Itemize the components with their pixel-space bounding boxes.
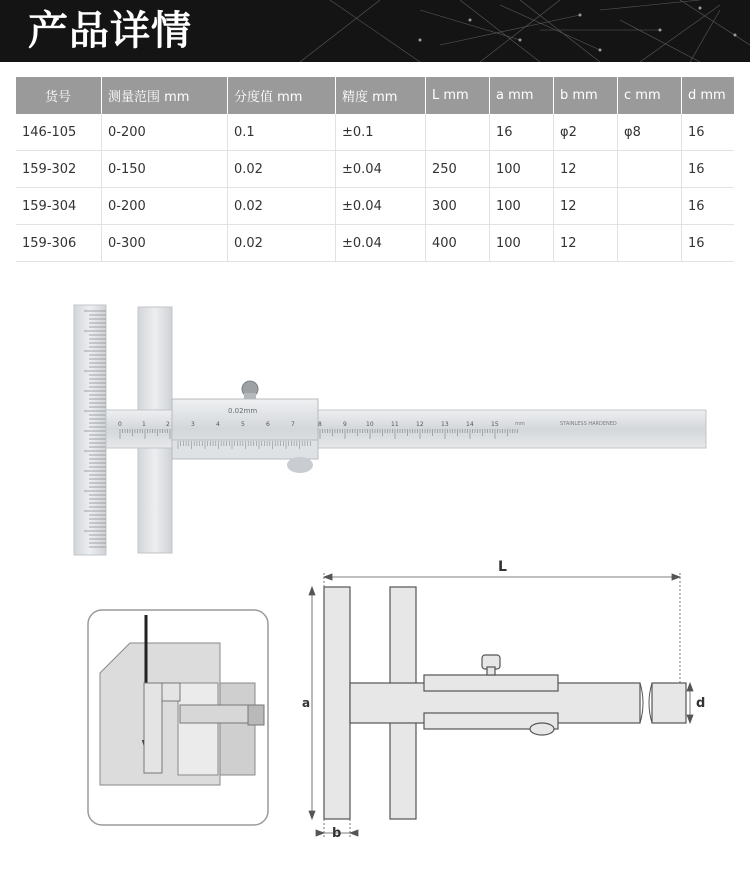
thumb-wheel [287, 457, 313, 473]
cell: 0.02 [228, 151, 336, 188]
cell [618, 188, 682, 225]
cell: ±0.04 [336, 225, 426, 262]
cell: 12 [554, 188, 618, 225]
cell: 146-105 [16, 114, 102, 151]
cell [426, 114, 490, 151]
column-header: d mm [682, 77, 735, 114]
spec-table [16, 77, 734, 262]
column-header: 分度值 mm [228, 77, 336, 114]
cell: 0-200 [102, 114, 228, 151]
column-header: b mm [554, 77, 618, 114]
unit-text: mm [515, 421, 525, 427]
table-row [16, 188, 734, 225]
brand-text: STAINLESS HARDENED [560, 421, 617, 427]
cell [618, 151, 682, 188]
cell: ±0.04 [336, 188, 426, 225]
break-lines [640, 683, 652, 723]
cell: 400 [426, 225, 490, 262]
scale-number: 7 [291, 421, 295, 428]
cell: 250 [426, 151, 490, 188]
cell: 12 [554, 225, 618, 262]
cell: 0-300 [102, 225, 228, 262]
scale-number: 5 [241, 421, 245, 428]
cell: φ2 [554, 114, 618, 151]
cell: 12 [554, 151, 618, 188]
cell: 0.02 [228, 225, 336, 262]
scale-number: 9 [343, 421, 347, 428]
scale-number: 12 [416, 421, 424, 428]
vertical-scale-bar [74, 305, 106, 555]
column-header: 精度 mm [336, 77, 426, 114]
cell: 300 [426, 188, 490, 225]
cell: ±0.1 [336, 114, 426, 151]
cell: 100 [490, 151, 554, 188]
column-header: c mm [618, 77, 682, 114]
column-header: 测量范围 mm [102, 77, 228, 114]
dimension-label-b: b [332, 826, 342, 841]
dimension-label-d: d [696, 696, 706, 711]
cell: 159-306 [16, 225, 102, 262]
column-header: 货号 [16, 77, 102, 114]
cell: 16 [682, 151, 735, 188]
cell: 100 [490, 225, 554, 262]
cell [618, 225, 682, 262]
cell: 159-302 [16, 151, 102, 188]
technical-drawing [80, 555, 720, 855]
scale-number: 3 [191, 421, 195, 428]
cell: φ8 [618, 114, 682, 151]
dimension-label-a: a [302, 696, 311, 710]
cell: 16 [490, 114, 554, 151]
scale-number: 0 [118, 421, 122, 428]
scale-number: 8 [318, 421, 322, 428]
scale-number: 10 [366, 421, 374, 428]
scale-number: 13 [441, 421, 449, 428]
lock-screw-stem [244, 393, 256, 399]
cell: 100 [490, 188, 554, 225]
cell: 16 [682, 225, 735, 262]
cell: 0-200 [102, 188, 228, 225]
table-row [16, 151, 734, 188]
column-header: a mm [490, 77, 554, 114]
table-header-row [16, 77, 734, 114]
scale-number: 4 [216, 421, 220, 428]
table-row [16, 114, 734, 151]
table-row [16, 225, 734, 262]
cell: 16 [682, 188, 735, 225]
vernier-label: 0.02mm [228, 407, 258, 415]
cell: 16 [682, 114, 735, 151]
cell: 0.02 [228, 188, 336, 225]
scale-number: 6 [266, 421, 270, 428]
cell: 0-150 [102, 151, 228, 188]
header-banner [0, 0, 750, 62]
cell: 0.1 [228, 114, 336, 151]
cell: ±0.04 [336, 151, 426, 188]
usage-illustration [88, 610, 268, 825]
scale-number: 15 [491, 421, 499, 428]
dimension-label-L: L [498, 559, 507, 575]
scale-number: 14 [466, 421, 474, 428]
page-title: 产品详情 [28, 8, 192, 54]
column-header: L mm [426, 77, 490, 114]
scale-number: 1 [142, 421, 146, 428]
gauge-outline [324, 587, 686, 819]
caliper-photo [60, 295, 720, 565]
scale-number: 11 [391, 421, 399, 428]
scale-number: 2 [166, 421, 170, 428]
cell: 159-304 [16, 188, 102, 225]
